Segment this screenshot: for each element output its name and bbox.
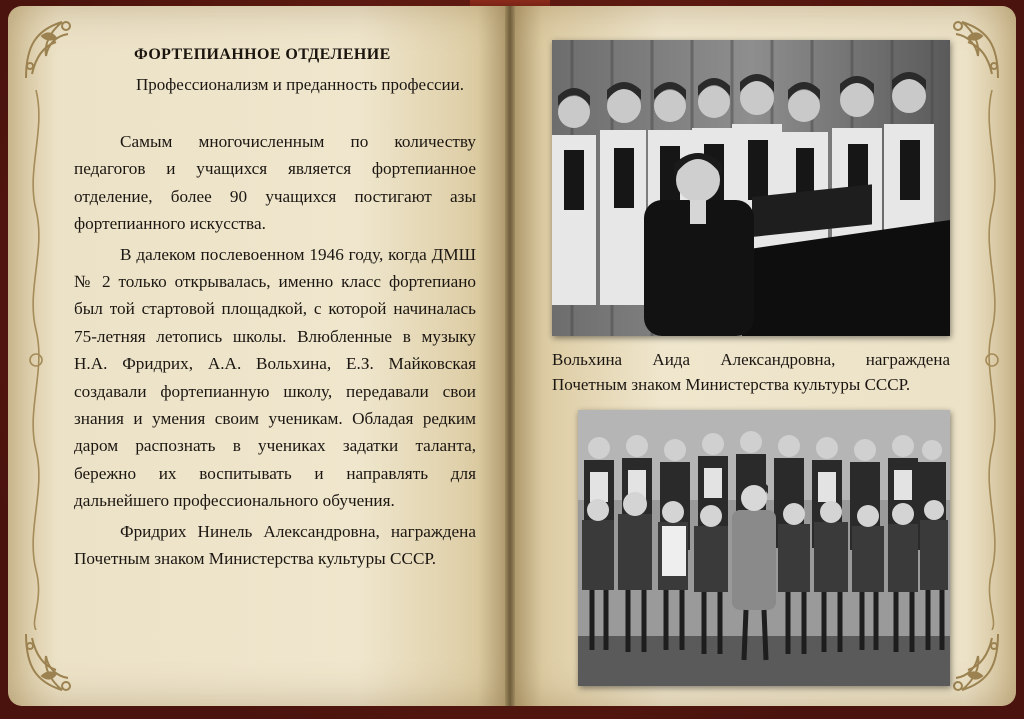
photo-class-group [578,410,950,686]
side-border-ornament-icon [972,90,1012,630]
paragraph-3: Фридрих Нинель Александровна, награждена Почетным знаком Министерства культуры СССР. [74,521,476,569]
body-text [74,128,476,573]
side-border-ornament-icon [16,90,56,630]
section-subheading: Профессионализм и преданность профессии. [136,75,464,94]
corner-ornament-icon [22,630,88,696]
photo-caption: Вольхина Аида Александровна, награждена Почетным знаком Министерства культуры СССР. [552,350,950,394]
corner-ornament-icon [22,16,88,82]
photo-teacher-with-students [552,40,950,336]
paragraph-2: В далеком послевоенном 1946 году, когда ДМШ № 2 только открывалась, именно класс фортепиано был той стартовой площадкой, с которой начиналась 75-летняя летопись школы. Влюбленные в музыку Н.А. Фридрих, А.А. Вольхина, Е.З. Майковская создавали фортепианную школу, передавали свои знания и умения своим ученикам. Обладая редким даром распознать в учениках задатки таланта, бережно их воспитывать и направлять для дальнейшего профессионального обучения. [74,244,476,511]
book-spine [505,6,515,706]
paragraph-1: Самым многочисленным по количеству педагогов и учащихся является фортепианное отделение, более 90 учащихся постигают азы фортепианного искусства. [74,132,476,234]
section-heading: ФОРТЕПИАННОЕ ОТДЕЛЕНИЕ [134,46,391,63]
